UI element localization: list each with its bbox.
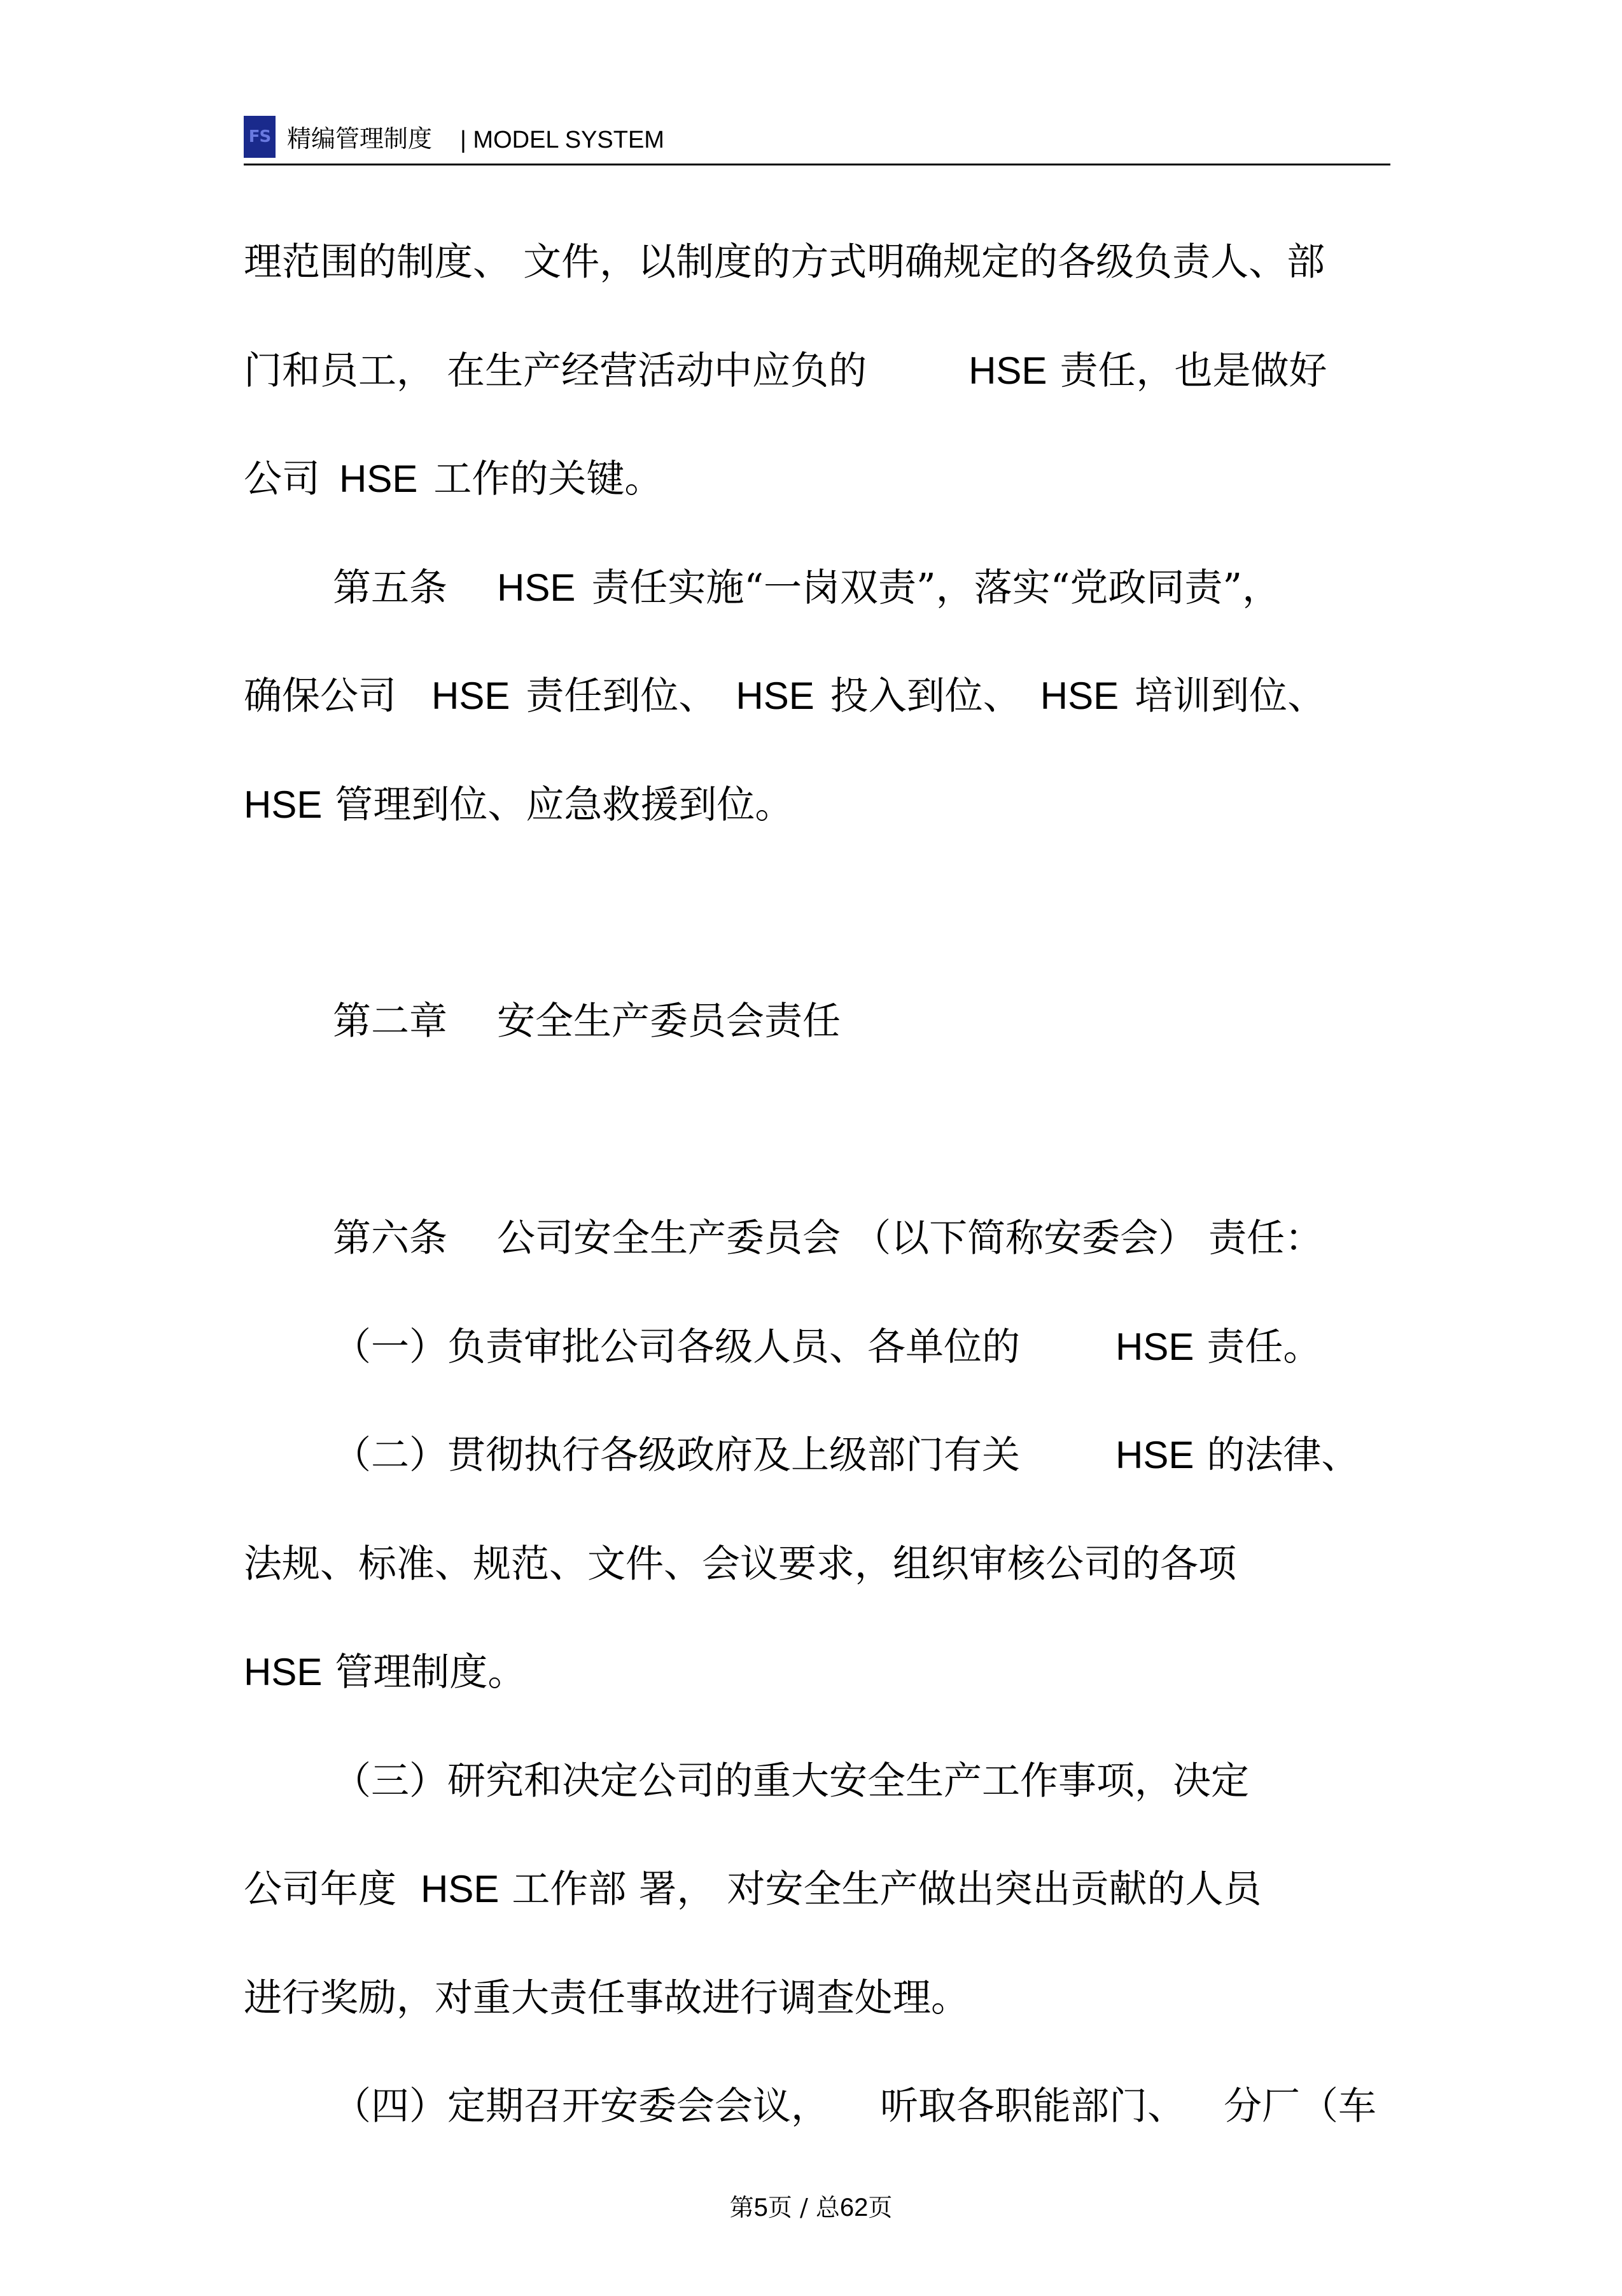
total-page-count: 62 (839, 2194, 869, 2222)
text-run: 门和员工， 在生产经营活动中应负的 (244, 349, 867, 393)
text-run: 工作部 署， 对安全生产做出突出贡献的人员 (512, 1867, 1262, 1912)
text-run-latin: HSE (736, 675, 814, 717)
body-line-8 (333, 1213, 1323, 1264)
page-footer (0, 2192, 1622, 2223)
text-run: （一）负责审批公司各级人员、各单位的 (333, 1325, 1020, 1369)
text-run-latin: HSE (497, 566, 576, 609)
text-run-latin: HSE (968, 349, 1047, 392)
body-line-16 (333, 2081, 1376, 2132)
text-run: 培训到位、 (1135, 674, 1326, 718)
text-run: 责任到位、 (526, 674, 717, 718)
body-line-6 (244, 780, 793, 830)
text-run-latin: HSE (421, 1868, 500, 1910)
page-header (244, 113, 1390, 164)
header-title-en: | MODEL SYSTEM (460, 127, 664, 153)
company-logo: FS (244, 116, 276, 158)
text-run: 责任实施“一岗双责”，落实“党政同责”， (591, 566, 1281, 610)
footer-text: 第 (729, 2194, 754, 2222)
article-number: 第五条 (333, 566, 447, 610)
text-run-latin: HSE (244, 783, 323, 826)
text-run-latin: HSE (339, 458, 418, 500)
text-run: 投入到位、 (830, 674, 1021, 718)
header-divider (244, 164, 1390, 165)
body-line-2 (244, 346, 1327, 396)
text-run-latin: HSE (431, 675, 510, 717)
text-run: 管理制度。 (335, 1650, 526, 1695)
text-run: 公司 (244, 457, 320, 501)
body-line-5 (244, 671, 1325, 722)
body-line-14 (244, 1864, 1262, 1915)
text-run: 理范围的制度、 文件，以制度的方式明确规定的各级负责人、部 (244, 240, 1325, 284)
text-run: 责任，也是做好 (1059, 349, 1327, 393)
chapter-heading (333, 996, 841, 1047)
header-title-cn: 精编管理制度 (287, 125, 433, 153)
text-run: 的法律、 (1206, 1433, 1360, 1478)
text-run: 责任。 (1206, 1325, 1322, 1369)
text-run-latin: HSE (1115, 1434, 1194, 1476)
text-run: 公司年度 (244, 1867, 396, 1912)
text-run: 确保公司 (244, 674, 396, 718)
article-number: 第六条 (333, 1216, 447, 1261)
body-line-15 (244, 1973, 969, 2024)
text-run-latin: HSE (1115, 1326, 1194, 1368)
chapter-title: 安全生产委员会责任 (497, 999, 841, 1044)
text-run: 公司安全生产委员会 （以下简称安委会） 责任： (497, 1216, 1324, 1261)
text-run-latin: HSE (244, 1651, 323, 1693)
body-line-1 (244, 237, 1325, 288)
body-line-9 (333, 1322, 1321, 1373)
body-line-12 (244, 1647, 526, 1698)
body-line-11 (244, 1539, 1236, 1590)
footer-text: 页 / 总 (767, 2194, 840, 2222)
text-run: 法规、标准、规范、文件、会议要求，组织审核公司的各项 (244, 1542, 1236, 1586)
text-run: （三）研究和决定公司的重大安全生产工作事项，决定 (333, 1759, 1249, 1803)
text-run: 听取各职能部门、 (880, 2084, 1185, 2129)
text-run: 进行奖励，对重大责任事故进行调查处理。 (244, 1976, 969, 2020)
text-run: 管理到位、应急救援到位。 (335, 783, 794, 827)
chapter-number: 第二章 (333, 999, 447, 1044)
body-line-4 (333, 563, 1280, 613)
text-run: （二）贯彻执行各级政府及上级部门有关 (333, 1433, 1020, 1478)
text-run-latin: HSE (1040, 675, 1119, 717)
text-run: 工作的关键。 (433, 457, 663, 501)
current-page-number: 5 (753, 2194, 768, 2222)
body-line-10 (333, 1430, 1359, 1481)
text-run: 分厂（车 (1224, 2084, 1376, 2129)
text-run: （四）定期召开安委会会议， (333, 2084, 829, 2129)
body-line-13 (333, 1756, 1249, 1807)
body-line-3 (244, 454, 662, 505)
footer-text: 页 (868, 2194, 893, 2222)
